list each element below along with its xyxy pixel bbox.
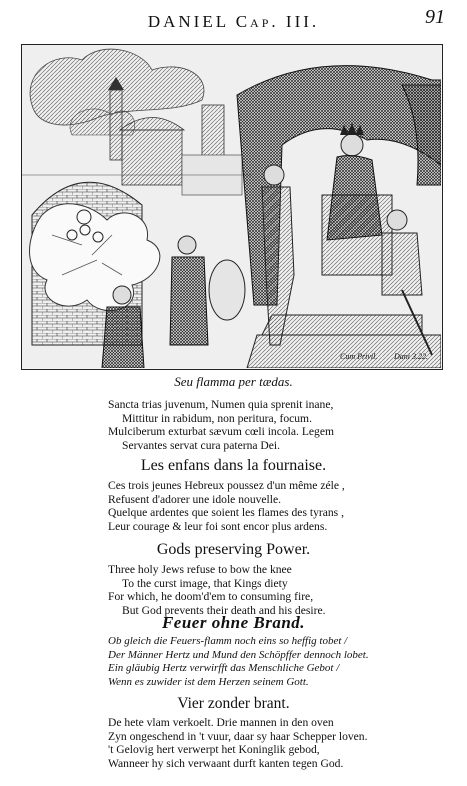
latin-stanza: [108, 398, 418, 452]
german-heading: Feuer ohne Brand.: [161, 613, 306, 632]
english-line: But God prevents their death and his desire.: [122, 603, 326, 617]
latin-line: Sancta trias juvenum, Numen quia sprenit inane,: [108, 398, 334, 411]
french-line: Leur courage & leur foi sont encor plus ardens.: [108, 519, 328, 533]
english-heading: Gods preserving Power.: [156, 541, 311, 558]
french-heading: Les enfans dans la fournaise.: [140, 457, 327, 474]
engraving-drawing: [22, 45, 441, 368]
english-line: For which, he doom'd'em to consuming fire,: [108, 590, 314, 604]
page-header: [0, 6, 467, 32]
french-line: Quelque ardentes que soient les flames des tyrans ,: [108, 506, 344, 520]
english-line: To the curst image, that Kings diety: [122, 576, 288, 590]
dutch-heading: Vier zonder brant.: [177, 695, 290, 712]
french-line: Ces trois jeunes Hebreux poussez d'un même zéle ,: [108, 479, 345, 492]
dutch-line: De hete vlam verkoelt. Drie mannen in den oven: [108, 716, 334, 729]
dutch-line: Wanneer hy sich verwaant durft kanten tegen God.: [108, 756, 344, 770]
motto: Seu flamma per tædas.: [174, 374, 293, 389]
plate-privilege: Cum Privil.: [340, 352, 378, 361]
latin-line: Mulciberum exturbat sævum cœli incola. Legem: [108, 425, 335, 439]
latin-line: Servantes servat cura paterna Dei.: [122, 438, 281, 452]
dutch-line: 't Gelovig hert verwerpt het Koninglik gebod,: [108, 743, 320, 757]
latin-line: Mittitur in rabidum, non peritura, focum.: [122, 411, 312, 425]
dutch-line: Zyn ongeschend in 't vuur, daar sy haar Schepper loven.: [108, 729, 368, 743]
german-line: Wenn es zuwider ist dem Herzen seinem Gott.: [108, 675, 309, 688]
german-stanza: [108, 635, 418, 689]
french-line: Refusent d'adorer une idole nouvelle.: [108, 492, 282, 506]
english-line: Three holy Jews refuse to bow the knee: [108, 563, 292, 576]
german-line: Ein gläubig Hertz verwirfft das Menschliche Gebot /: [108, 662, 340, 675]
running-title: DANIEL Cap. III.: [147, 12, 320, 31]
english-stanza: [108, 563, 418, 617]
french-stanza: [108, 479, 418, 533]
page-number: 91: [425, 6, 445, 28]
german-line: Ob gleich die Feuers-flamm noch eins so heffig tobet /: [108, 635, 348, 647]
engraving-illustration: [21, 44, 443, 370]
dutch-stanza: [108, 716, 418, 770]
plate-reference: Dani 3.22.: [394, 352, 428, 361]
german-line: Der Männer Hertz und Mund den Schöpffer dennoch lobet.: [108, 648, 369, 661]
